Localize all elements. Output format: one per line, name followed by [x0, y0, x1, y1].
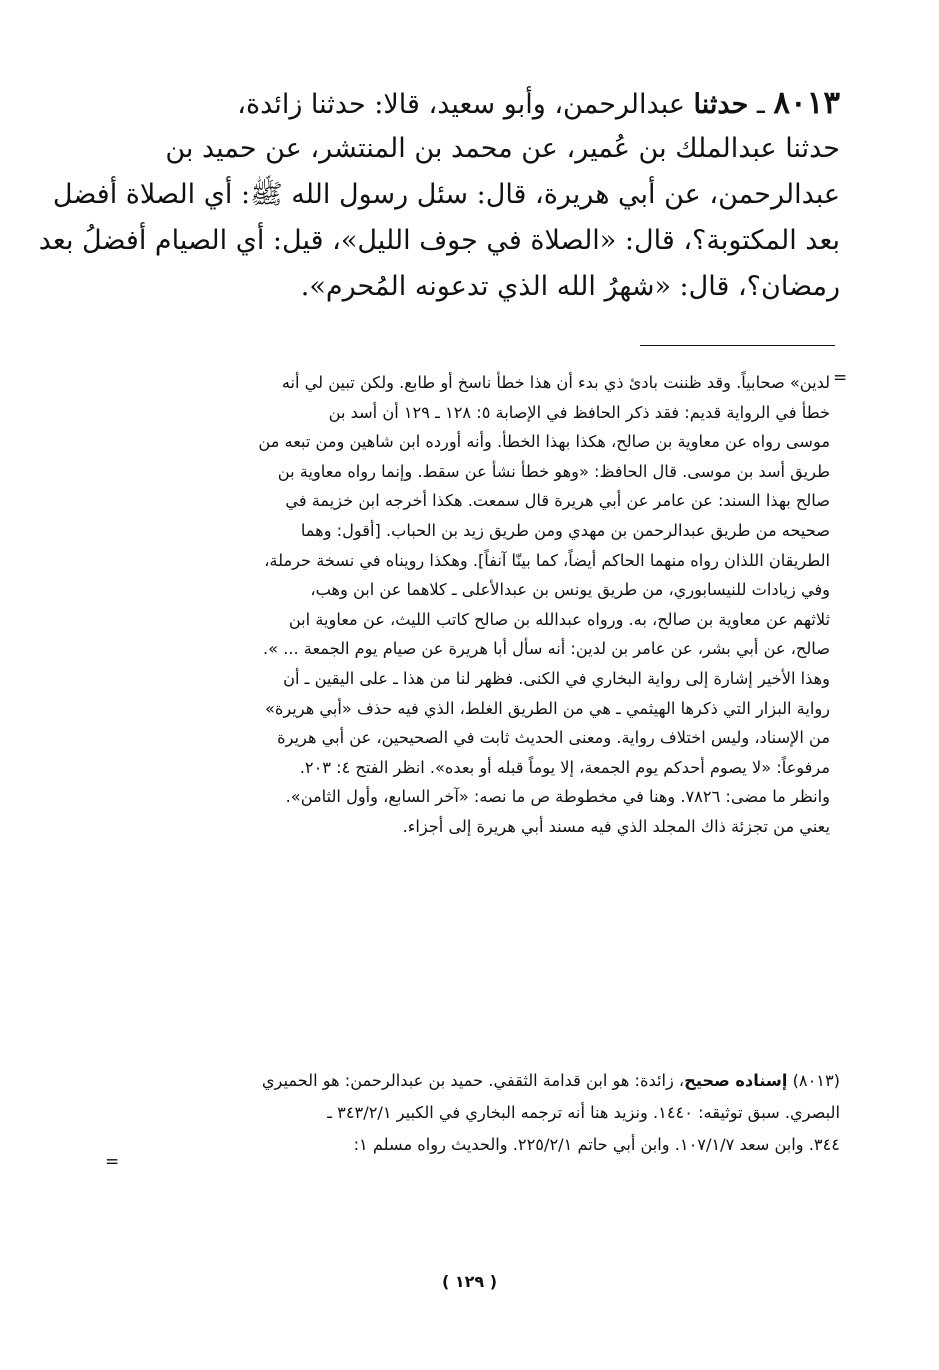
footnote-line: وهذا الأخير إشارة إلى رواية البخاري في الكنى. فظهر لنا من هذا ـ على اليقين ـ أن — [283, 668, 830, 688]
footnote-line: صالح بهذا السند: عن عامر عن أبي هريرة قال سمعت. هكذا أخرجه ابن خزيمة في — [285, 491, 830, 511]
hadith-dash: ـ — [748, 89, 774, 120]
footnote-8013-line — [130, 1065, 840, 1097]
footnote-8013-line: ٣٤٤. وابن سعد ١٠٧/١/٧. وابن أبي حاتم ٢٢٥/٢/١. والحديث رواه مسلم ١: — [353, 1135, 840, 1154]
hadith-line: حدثنا عبدالملك بن عُمير، عن محمد بن المنتشر، عن حميد بن — [165, 133, 840, 164]
footnote-8013-text: ، زائدة: هو ابن قدامة الثقفي. حميد بن عبدالرحمن: هو الحميري — [261, 1071, 685, 1090]
footnote-line: مرفوعاً: «لا يصوم أحدكم يوم الجمعة، إلا يوماً قبله أو بعده». انظر الفتح ٤: ٢٠٣. — [299, 757, 830, 777]
footnote-line: موسى رواه عن معاوية بن صالح، هكذا بهذا الخطأ. وأنه أورده ابن شاهين ومن تبعه من — [258, 432, 830, 452]
hadith-number: ٨٠١٣ — [773, 85, 840, 121]
footnote-separator — [640, 345, 835, 346]
footnote-line: يعني من تجزئة ذاك المجلد الذي فيه مسند أبي هريرة إلى أجزاء. — [402, 816, 830, 836]
footnote-line: ثلاثهم عن معاوية بن صالح، به. ورواه عبدالله بن صالح كاتب الليث، عن معاوية ابن — [288, 609, 830, 629]
footnote-line: خطأ في الرواية قديم: فقد ذكر الحافظ في الإصابة ٥: ١٢٨ ـ ١٢٩ أن أسد بن — [328, 402, 830, 422]
hadith-line: عبدالرحمن، عن أبي هريرة، قال: سئل رسول الله ﷺ: أي الصلاة أفضل — [52, 179, 840, 210]
footnote-line: لدين» صحابياً. وقد ظننت بادئ ذي بدء أن هذا خطأ ناسخ أو طابع. ولكن تبين لي أنه — [281, 373, 830, 392]
hadith-line-text: عبدالرحمن، وأبو سعيد، قالا: حدثنا زائدة، — [237, 89, 694, 120]
page-number: ( ١٢٩ ) — [441, 1272, 498, 1291]
footnote-line: رواية البزار التي ذكرها الهيثمي ـ هي من الطريق الغلط، الذي فيه حذف «أبي هريرة» — [264, 698, 830, 718]
footnote-8013-line: البصري. سبق توثيقه: ١٤٤٠. ونزيد هنا أنه ترجمه البخاري في الكبير ٣٤٣/٢/١ ـ — [327, 1103, 840, 1122]
hadith-text — [38, 80, 840, 310]
footnote-line: صحيحه من طريق عبدالرحمن بن مهدي ومن طريق زيد بن الحباب. [أقول: وهما — [300, 520, 830, 540]
hadith-line: رمضان؟، قال: «شهرُ الله الذي تدعونه المُحرم». — [300, 271, 840, 302]
footnote-8013-number: (٨٠١٣) — [792, 1071, 840, 1090]
footnote-line: طريق أسد بن موسى. قال الحافظ: «وهو خطأ نشأ عن سقط. وإنما رواه معاوية بن — [277, 461, 830, 481]
hadith-line: بعد المكتوبة؟، قال: «الصلاة في جوف الليل»، قيل: أي الصيام أفضلُ بعد — [38, 225, 840, 256]
hadith-keyword: حدثنا — [693, 89, 749, 120]
footnote-line: وانظر ما مضى: ٧٨٢٦. وهنا في مخطوطة ص ما نصه: «آخر السابع، وأول الثامن». — [285, 787, 830, 807]
hadith-line — [130, 80, 840, 126]
continuation-mark: = — [833, 368, 848, 388]
footnote-line: وفي زيادات للنيسابوري، من طريق يونس بن عبدالأعلى ـ كلاهما عن ابن وهب، — [310, 580, 830, 600]
footnote-line: الطريقان اللذان رواه منهما الحاكم أيضاً، كما بينّا آنفاً]. وهكذا رويناه في نسخة حرملة، — [264, 550, 830, 570]
continuation-mark-bottom: = — [105, 1152, 120, 1172]
footnote-line: من الإسناد، وليس اختلاف رواية. ومعنى الحديث ثابت في الصحيحين، عن أبي هريرة — [277, 728, 830, 748]
footnote-8013-keyword: إسناده صحيح — [684, 1071, 788, 1090]
footnotes — [130, 368, 830, 842]
footnote-8013 — [130, 1065, 840, 1161]
footnote-line: صالح، عن أبي بشر، عن عامر بن لدين: أنه سأل أبا هريرة عن صيام يوم الجمعة ... ». — [263, 639, 830, 659]
